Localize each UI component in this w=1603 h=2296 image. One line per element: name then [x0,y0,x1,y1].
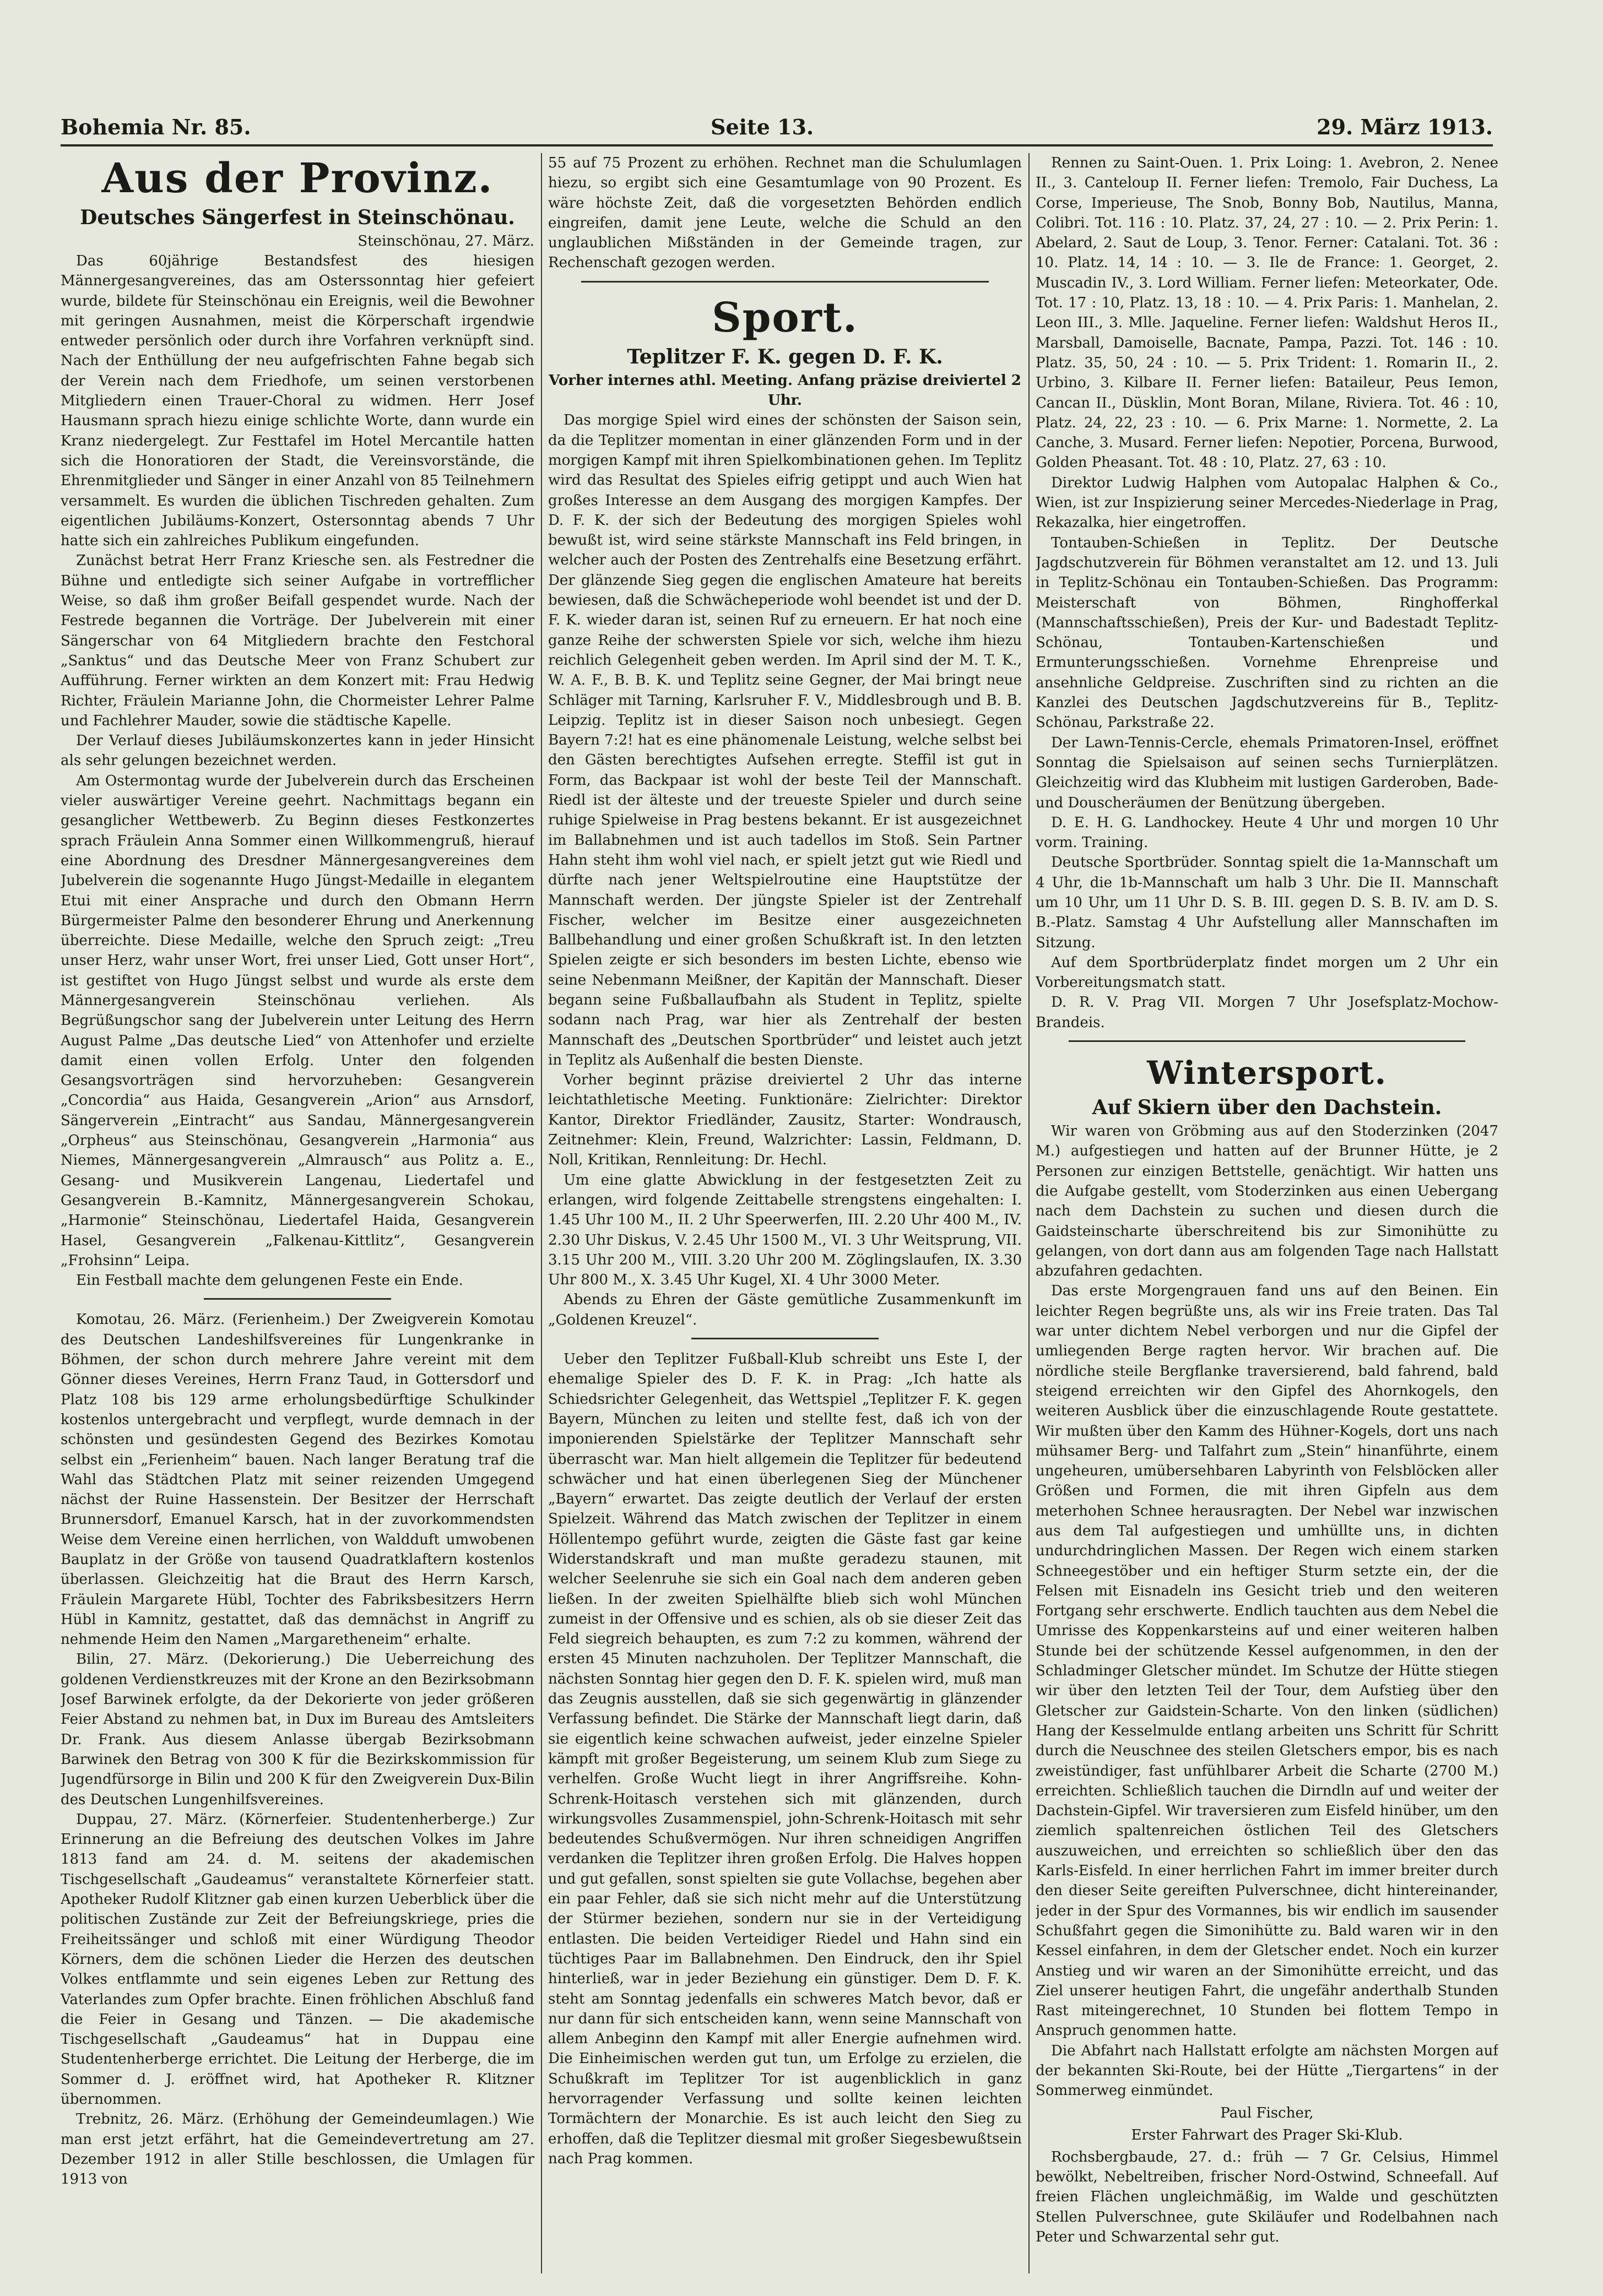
signature: Paul Fischer, [1220,2104,1314,2121]
separator [581,281,989,283]
header-date: 29. März 1913. [1317,115,1493,139]
paragraph: Das morgige Spiel wird eines der schönsten der Saison sein, da die Teplitzer momentan in einer glänzenden Form und in der morgigen Kampf mit ihren Spielkombinationen gehen. Im Teplitz wird das Resultat des Spieles eifrig getippt und auch Wien hat großes Interesse an dem Ausgang des morgigen Kampfes. Der D. F. K. der sich der Bedeutung des morgigen Spieles wohl bewußt ist, wird seine stärkste Mannschaft ins Feld bringen, in welcher auch der Posten des Zentrehalfs eine Besetzung erfährt. Der glänzende Sieg gegen die englischen Amateure hat bereits bewiesen, daß die Schwächeperiode wohl beendet ist und der D. F. K. wieder daran ist, seinen Ruf zu erneuern. Er hat noch eine ganze Reihe der schwersten Spiele vor sich, welche ihm hiezu reichlich Gelegenheit geben werden. Im April sind der M. T. K., W. A. F., B. B. K. und Teplitz seine Gegner, der Mai bringt neue Schläger mit Tarning, Karlsruher F. V., Middlesbrough und B. B. Leipzig. Teplitz ist in dieser Saison noch unbesiegt. Gegen Bayern 7:2! hat es eine phänomenale Leistung, welche selbst bei den Gästen berechtigtes Aufsehen erregte. Steffil ist gut in Form, das Backpaar ist wohl der beste Teil der Mannschaft. Riedl ist der älteste und der treueste Spieler und durch seine ruhige Spielweise in Prag bestens bekannt. Er ist ausgezeichnet im Ballabnehmen und ist auch tadellos im Stoß. Sein Partner Hahn steht ihm wohl viel nach, er spielt jetzt gut wie Riedl und dürfte nach jener Weltspielroutine eine Hauptstütze der Mannschaft werden. Der jüngste Spieler ist der Zentrehalf Fischer, welcher im Besitze einer ausgezeichneten Ballbehandlung und einer großen Schußkraft ist. In den letzten Spielen zeigte er sich besonders im besten Lichte, ebenso wie seine Nebenmann Meißner, der Kapitän der Mannschaft. Dieser begann seine Fußballaufbahn als Student in Teplitz, spielte sodann nach Prag, war hier als Zentrehalf der besten Mannschaft des „Deutschen Sportbrüder“ und leistet auch jetzt in Teplitz als Außenhalf die besten Dienste. [548,412,1022,1068]
signature-title: Erster Fahrwart des Prager Ski-Klub. [1131,2126,1403,2143]
paragraph: Das erste Morgengrauen fand uns auf den Beinen. Ein leichter Regen begrüßte uns, als wir ins Freie traten. Das Tal war unter dichtem Nebel verborgen und nur die Gipfel der umliegenden Berge ragten hervor. Wir brachen auf. Die nördliche steile Bergflanke traversierend, bald fahrend, bald steigend erreichten wir den Gipfel des Ahornkogels, den weiteren Ausblick über die einzuschlagende Route gestattete. Wir mußten über den Kamm des Hühner-Kogels, dort uns nach mühsamer Berg- und Talfahrt zum „Stein“ hinanführte, einem ungeheuren, umübersehbaren Labyrinth von Felsblöcken aller Größen und Formen, die mit ihren Gipfeln aus dem meterhohen Schnee herausragten. Der Nebel war inzwischen aus dem Tal aufgestiegen und umhüllte uns, in dichten undurchdringlichen Massen. Der Regen wich einem starken Schneegestöber und ein heftiger Sturm setzte ein, der die Felsen mit Eisnadeln ins Gesicht trieb und den weiteren Fortgang sehr erschwerte. Endlich tauchten aus dem Nebel die Umrisse des Koppenkarsteins auf und einer weiteren halben Stunde bei der schützende Kessel aufgenommen, in den der Schladminger Gletscher mündet. Im Schutze der Hütte stiegen wir über den letzten Teil der Tour, dem Aufstieg über den Gletscher zur Gaidstein-Scharte. Von den linken (südlichen) Hang der Kesselmulde entlang arbeiten uns Schritt für Schritt durch die Neuschnee des steilen Gletschers empor, bis es nach zweistündiger, fast unfühlbarer Arbeit die Scharte (2700 M.) erreichten. Schließlich tauchen die Dirndln auf und weiter der Dachstein-Gipfel. Wir traversieren zum Eisfeld hinüber, um den ziemlich spaltenreichen östlichen Teil des Gletschers auszuweichen, und erreichten so schließlich über den das Karls-Eisfeld. In einer herrlichen Fahrt im immer breiter durch den dieser Seite gereiften Pulverschnee, dicht hintereinander, jeder in der Spur des Vormannes, bis wir endlich im sausender Schußfahrt gegen die Simonihütte zu. Bald waren wir in den Kessel einfahren, in dem der Gletscher endet. Noch ein kurzer Anstieg und wir waren an der Simonihütte erreicht, und das Ziel unserer heutigen Fahrt, die ungefähr anderthalb Stunden Rast miteingerechnet, 10 Stunden bei flottem Tempo in Anspruch genommen hatte. [1036,1283,1498,2039]
news-item: Duppau, 27. März. (Körnerfeier. Studentenherberge.) Zur Erinnerung an die Befreiung des deutschen Volkes im Jahre 1813 fand am 24. d. M. seitens der akademischen Tischgesellschaft „Gaudeamus“ veranstaltete Körnerfeier statt. Apotheker Rudolf Klitzner gab einen kurzen Ueberblick über die politischen Zustände zur Zeit der Befreiungskriege, pries die Freiheitssänger und schloß mit einer Würdigung Theodor Körners, dem die schönen Lieder die Herzen des deutschen Volkes entflammte und sein eigenes Leben zur Rettung des Vaterlandes zum Opfer brachte. Einen fröhlichen Abschluß fand die Feier in Gesang und Tänzen. — Die akademische Tischgesellschaft „Gaudeamus“ hat in Duppau eine Studentenherberge errichtet. Die Leitung der Herberge, die im Sommer d. J. eröffnet wird, hat Apotheker R. Klitzner übernommen. [61,1811,534,2108]
sport-item: D. R. V. Prag VII. Morgen 7 Uhr Josefsplatz-Mochow-Brandeis. [1036,994,1498,1031]
section-title-sport: Sport. [712,294,858,341]
column-divider [1028,153,1030,2273]
news-item: Bilin, 27. März. (Dekorierung.) Die Ueberreichung des goldenen Verdienstkreuzes mit der Krone an den Bezirksobmann Josef Barwinek erfolgte, da der Dekorierte von jeder größeren Feier Abstand zu nehmen bat, in Dux im Bureau des Amtsleiters Dr. Frank. Aus diesem Anlasse übergab Bezirksobmann Barwinek den Betrag von 300 K für die Bezirkskommission für Jugendfürsorge in Bilin und 200 K für den Zweigverein Dux-Bilin des Deutschen Lungenhilfsvereines. [61,1651,534,1808]
paragraph: Vorher beginnt präzise dreiviertel 2 Uhr das interne leichtathletische Meeting. Funktionäre: Zielrichter: Direktor Kantor, Direktor Friedländer, Zausitz, Starter: Wondrausch, Zeitnehmer: Klein, Freund, Walzrichter: Lassin, Feldmann, D. Noll, Kritikan, Rennleitung: Dr. Hechl. [548,1072,1022,1169]
header-issue: Bohemia Nr. 85. [61,115,251,139]
paragraph: Zunächst betrat Herr Franz Kriesche sen. als Festredner die Bühne und entledigte sich seiner Aufgabe in vortrefflicher Weise, so daß ihm großer Beifall gespendet wurde. Nach der Festrede begannen die Vorträge. Der Jubelverein mit einer Sängerschar von 64 Mitgliedern brachte den Festchoral „Sanktus“ und das Deutsche Meer von Franz Schubert zur Aufführung. Ferner wirkten an dem Konzert mit: Frau Hedwig Richter, Fräulein Marianne John, die Chormeister Lehrer Palme und Fachlehrer Mauder, sowie die städtische Kapelle. [61,552,534,729]
sport-item: Der Lawn-Tennis-Cercle, ehemals Primatoren-Insel, eröffnet Sonntag die Spielsaison auf seinen sechs Turnierplätzen. Gleichzeitig wird das Klubheim mit lustigen Garderoben, Bade- und Douscheräumen der Benützung übergeben. [1036,734,1498,811]
paragraph: Ein Festball machte dem gelungenen Feste ein Ende. [76,1272,463,1289]
paragraph: Wir waren von Gröbming aus auf den Stoderzinken (2047 M.) aufgestiegen und hatten auf der Brunner Hütte, je 2 Personen zur einzigen Bettstelle, genächtigt. Wir hatten uns die Aufgabe gestellt, vom Stoderzinken aus einen Uebergang nach dem Dachstein zu suchen und diesen durch die Gaidsteinscharte überschreitend bis zur Simonihütte zu gelangen, von dort dann aus am folgenden Tage nach Hallstatt abzufahren gedachten. [1036,1123,1498,1280]
newspaper-page [61,105,1504,2280]
paragraph: Abends zu Ehren der Gäste gemütliche Zusammenkunft im „Goldenen Kreuzel“. [548,1291,1022,1328]
race-results: Rennen zu Saint-Ouen. 1. Prix Loing: 1. Avebron, 2. Nenee II., 3. Canteloup II. Ferner liefen: Tremolo, Fair Duchess, La Corse, Imperieuse, The Snob, Bonny Bob, Nautilus, Manna, Colibri. Tot. 116 : 10. Platz. 37, 24, 27 : 10. — 2. Prix Perin: 1. Abelard, 2. Saut de Loup, 3. Tenor. Ferner: Catalani. Tot. 36 : 10. Platz. 14, 14 : 10. — 3. Ile de France: 1. Georget, 2. Muscadin IV., 3. Lord William. Ferner liefen: Meteorkater, Ode. Tot. 17 : 10, Platz. 13, 18 : 10. — 4. Prix Paris: 1. Manhelan, 2. Leon III., 3. Mlle. Jaqueline. Ferner liefen: Waldshut Heros II., Marsball, Damoiselle, Bacnate, Pampa, Pazzi. Tot. 146 : 10. Platz. 35, 50, 24 : 10. — 5. Prix Trident: 1. Romarin II., 2. Urbino, 3. Kilbare II. Ferner liefen: Bataileur, Peus Iemon, Cancan II., Düsklin, Mont Boran, Milane, Riviera. Tot. 46 : 10, Platz. 24, 22, 23 : 10. — 6. Prix Marne: 1. Normette, 2. La Canche, 3. Musard. Ferner liefen: Nepotier, Porcena, Burwood, Golden Pheasant. Tot. 48 : 10, Platz. 27, 63 : 10. [1036,155,1498,471]
dateline: Steinschönau, 27. März. [358,233,534,249]
sport-item: Direktor Ludwig Halphen vom Autopalac Halphen & Co., Wien, ist zur Inspizierung seiner Mercedes-Niederlage in Prag, Rekazalka, hier eingetroffen. [1036,474,1498,531]
sport-item: Auf dem Sportbrüderplatz findet morgen um 2 Uhr ein Vorbereitungsmatch statt. [1036,954,1498,991]
separator [691,1338,879,1339]
article-title-saengerfest: Deutsches Sängerfest in Steinschönau. [80,206,515,229]
article-title-dachstein: Auf Skiern über den Dachstein. [1092,1096,1442,1120]
separator [1069,1040,1465,1042]
news-item: Komotau, 26. März. (Ferienheim.) Der Zweigverein Komotau des Deutschen Landeshilfsvereines für Lungenkranke in Böhmen, der schon durch mehrere Jahre vereint mit dem Gönner dieses Vereines, Herrn Franz Taud, in Gottersdorf und Platz 108 bis 129 arme erholungsbedürftige Schulkinder kostenlos untergebracht und verpflegt, wurde demnach in der schönsten und gesündesten Gegend des Bezirkes Komotau selbst ein „Ferienheim“ bauen. Nach langer Beratung traf die Wahl das Städtchen Platz mit seiner reizenden Umgegend nächst der Ruine Hassenstein. Der Besitzer der Herrschaft Brunnersdorf, Emanuel Karsch, hat in der zuvorkommendsten Weise dem Vereine einen herrlichen, von Waldduft umwobenen Bauplatz in der Größe von tausend Quadratklaftern kostenlos überlassen. Gleichzeitig hat die Braut des Herrn Karsch, Fräulein Margarete Hübl, Tochter des Fabriksbesitzers Herrn Hübl in Kamnitz, gestattet, daß das demnächst in Angriff zu nehmende Heim den Namen „Margaretheneim“ erhalte. [61,1311,534,1648]
weather-report: Rochsbergbaude, 27. d.: früh — 7 Gr. Celsius, Himmel bewölkt, Nebeltreiben, frischer Nord-Ostwind, Schneefall. Auf freien Flächen ungleichmäßig, im Walde und geschützten Stellen Pulverschnee, gute Skiläufer und Rodelbahnen nach Peter und Schwarzental sehr gut. [1036,2148,1498,2245]
header-rule [61,144,1493,146]
match-report: Ueber den Teplitzer Fußball-Klub schreibt uns Este I, der ehemalige Spieler des D. F. K. in Prag: „Ich hatte als Schiedsrichter Gelegenheit, das Wettspiel „Teplitzer F. K. gegen Bayern, München zu leiten und stellte fest, daß ich von der imponierenden Spielstärke der Teplitzer Mannschaft sehr überrascht war. Man hielt allgemein die Teplitzer für bedeutend schwächer und hat einen überlegenen Sieg der Münchener „Bayern“ erwartet. Das zeigte deutlich der Verlauf der ersten Spielzeit. Während das Match zwischen der Teplitzer in einem Höllentempo geführt wurde, zeigten die Gäste fast gar keine Widerstandskraft und man mußte geradezu staunen, mit welcher Seelenruhe sie sich ein Goal nach dem anderen geben ließen. In der zweiten Spielhälfte blieb sich wohl München zumeist in der Offensive und es schien, als ob sie dieser Zeit das Feld siegreich behaupten, es zum 7:2 zu kommen, während der ersten 45 Minuten nachzuholen. Der Teplitzer Mannschaft, die nächsten Sonntag hier gegen den D. F. K. spielen wird, muß man das Zeugnis ausstellen, daß sie sich gegenwärtig in glänzender Verfassung befindet. Die Stärke der Mannschaft liegt darin, daß sie eigentlich keine schwachen aufweist, jeder einzelne Spieler kämpft mit großer Begeisterung, um seinem Klub zum Siege zu verhelfen. Große Wucht liegt in ihrer Angriffsreihe. Kohn-Schrenk-Hoitasch verstehen sich mit glänzenden, durch wirkungsvolles Zusammenspiel, john-Schrenk-Hoitasch mit sehr bedeutendes Schußvermögen. Nur ihren schneidigen Angriffen verdanken die Teplitzer ihren großen Erfolg. Die Halves hoppen und gut gefallen, sonst spielten sie gute Vollachse, begehen aber ein paar Fehler, daß sie sich nicht mehr auf die Unterstützung der Stürmer beziehen, sondern nur sie in der Verteidigung entlasten. Die beiden Verteidiger Riedel und Hahn sind ein tüchtiges Paar im Ballabnehmen. Den Eindruck, den ihr Spiel hinterließ, war in jeder Beziehung ein günstiger. Dem D. F. K. steht am Sonntag jedenfalls ein schweres Match bevor, daß er nur dann für sich entscheiden kann, wenn seine Mannschaft von allem Anbeginn den Kampf mit aller Energie aufnehmen wird. Die Einheimischen werden gut tun, um Erfolge zu erzielen, die Schußkraft im Teplitzer Tor ist augenblicklich in ganz hervorragender Verfassung und sollte keinen leichten Tormächtern der Monarchie. Es ist auch leicht den Sieg zu erhoffen, daß die Teplitzer diesmal mit großer Siegesbewußtsein nach Prag kommen. [548,1351,1022,2167]
paragraph: Am Ostermontag wurde der Jubelverein durch das Erscheinen vieler auswärtiger Vereine geehrt. Nachmittags begann ein gesanglicher Wettbewerb. Zu Beginn dieses Festkonzertes sprach Fräulein Anna Sommer einen Willkommengruß, hierauf eine Abordnung des Dresdner Männergesangvereines dem Jubelverein die sogenannte Hugo Jüngst-Medaille in elegantem Etui mit einer Ansprache und durch den Obmann Herrn Bürgermeister Palme den besonderer Ehrung und Anerkennung überreichte. Diese Medaille, welche den Spruch zeigt: „Treu unser Herz, wahr unser Wort, frei unser Lied, Gott unser Hort“, ist gestiftet von Hugo Jüngst selbst und wurde als erste dem Männergesangverein Steinschönau verliehen. Als Begrüßungschor sang der Jubelverein unter Leitung des Herrn August Palme „Das deutsche Lied“ von Attenhofer und erzielte damit einen vollen Erfolg. Unter den folgenden Gesangsvorträgen sind hervorzuheben: Gesangverein „Concordia“ aus Haida, Gesangverein „Arion“ aus Arnsdorf, Sängerverein „Eintracht“ aus Sandau, Männergesangverein „Orpheus“ aus Steinschönau, Gesangverein „Harmonia“ aus Niemes, Männergesangverein „Almrausch“ aus Politz a. E., Gesang- und Musikverein Langenau, Liedertafel und Gesangverein B.-Kamnitz, Männergesangverein Schokau, „Harmonie“ Steinschönau, Liedertafel Haida, Gesangverein Hasel, Gesangverein „Falkenau-Kittlitz“, Gesangverein „Frohsinn“ Leipa. [61,772,534,1269]
page-header [61,105,1493,143]
paragraph: Das 60jährige Bestandsfest des hiesigen Männergesangvereines, das am Osterssonntag hier gefeiert wurde, bildete für Steinschönau ein Ereignis, weil die Bewohner mit geringen Ausnahmen, meist die Körperschaft irgendwie entweder persönlich oder durch ihre Vorfahren verknüpft sind. Nach der Enthüllung der neu aufgefrischten Fahne begab sich der Verein nach dem Friedhofe, um seinen verstorbenen Mitgliedern einen Trauer-Choral zu widmen. Herr Josef Hausmann sprach hiezu einige schlichte Worte, dann wurde ein Kranz niedergelegt. Zur Festtafel im Hotel Mercantile hatten sich die Honoratioren der Stadt, die Vereinsvorstände, die Ehrenmitglieder und Sänger in einer Anzahl von 85 Teilnehmern versammelt. Es wurden die üblichen Tischreden gehalten. Zum eigentlichen Jubiläums-Konzert, Ostersonntag abends 7 Uhr hatte sich ein zahlreiches Publikum eingefunden. [61,253,534,550]
continuation-paragraph: 55 auf 75 Prozent zu erhöhen. Rechnet man die Schulumlagen hiezu, so ergibt sich eine Gesamtumlage von 90 Prozent. Es wäre höchste Zeit, daß die vorgesetzten Behörden endlich eingreifen, damit jene Leute, welche die Schuld an den unglaublichen Mißständen in der Gemeinde tragen, zur Rechenschaft gezogen werden. [548,155,1022,272]
section-title-wintersport: Wintersport. [1146,1054,1387,1092]
section-title-provinz: Aus der Provinz. [101,155,494,202]
paragraph: Um eine glatte Abwicklung in der festgesetzten Zeit zu erlangen, wird folgende Zeittabelle strengstens eingehalten: I. 1.45 Uhr 100 M., II. 2 Uhr Speerwerfen, III. 2.20 Uhr 400 M., IV. 2.30 Uhr Diskus, V. 2.45 Uhr 1500 M., VI. 3 Uhr Weitsprung, VII. 3.15 Uhr 200 M., VIII. 3.20 Uhr 200 M. Zöglingslaufen, IX. 3.30 Uhr 800 M., X. 3.45 Uhr Kugel, XI. 4 Uhr 3000 Meter. [548,1171,1022,1289]
separator [204,1298,391,1300]
news-item: Trebnitz, 26. März. (Erhöhung der Gemeindeumlagen.) Wie man erst jetzt erfährt, hat die Gemeindevertretung am 27. Dezember 1912 in aller Stille beschlossen, die Umlagen für 1913 von [61,2111,534,2188]
column-1 [61,153,534,2273]
article-subtitle: Vorher internes athl. Meeting. Anfang präzise dreiviertel 2 Uhr. [549,372,1021,409]
column-2 [548,153,1022,2273]
article-title-teplitz: Teplitzer F. K. gegen D. F. K. [627,345,943,368]
column-3 [1036,153,1498,2273]
sport-item: D. E. H. G. Landhockey. Heute 4 Uhr und morgen 10 Uhr vorm. Training. [1036,814,1498,851]
sport-item: Deutsche Sportbrüder. Sonntag spielt die 1a-Mannschaft um 4 Uhr, die 1b-Mannschaft um halb 3 Uhr. Die II. Mannschaft um 10 Uhr, um 11 Uhr D. S. B. III. gegen D. S. B. IV. am D. S. B.-Platz. Samstag 4 Uhr Aufstellung aller Mannschaften im Sitzung. [1036,854,1498,951]
sport-item: Tontauben-Schießen in Teplitz. Der Deutsche Jagdschutzverein für Böhmen veranstaltet am 12. und 13. Juli in Teplitz-Schönau ein Tontauben-Schießen. Das Programm: Meisterschaft von Böhmen, Ringhofferkal (Mannschaftsschießen), Preis der Kur- und Badestadt Teplitz-Schönau, Tontauben-Kartenschießen und Ermunterungsschießen. Vornehme Ehrenpreise und ansehnliche Geldpreise. Zuschriften sind zu richten an die Kanzlei des Deutschen Jagdschutzvereins für B., Teplitz-Schönau, Parkstraße 22. [1036,534,1498,731]
paragraph: Die Abfahrt nach Hallstatt erfolgte am nächsten Morgen auf der bekannten Ski-Route, bei der Hütte „Tiergartens“ in der Sommerweg einmündet. [1036,2042,1498,2099]
column-divider [541,153,542,2273]
header-page-number: Seite 13. [711,115,814,139]
paragraph: Der Verlauf dieses Jubiläumskonzertes kann in jeder Hinsicht als sehr gelungen bezeichnet werden. [61,732,534,769]
